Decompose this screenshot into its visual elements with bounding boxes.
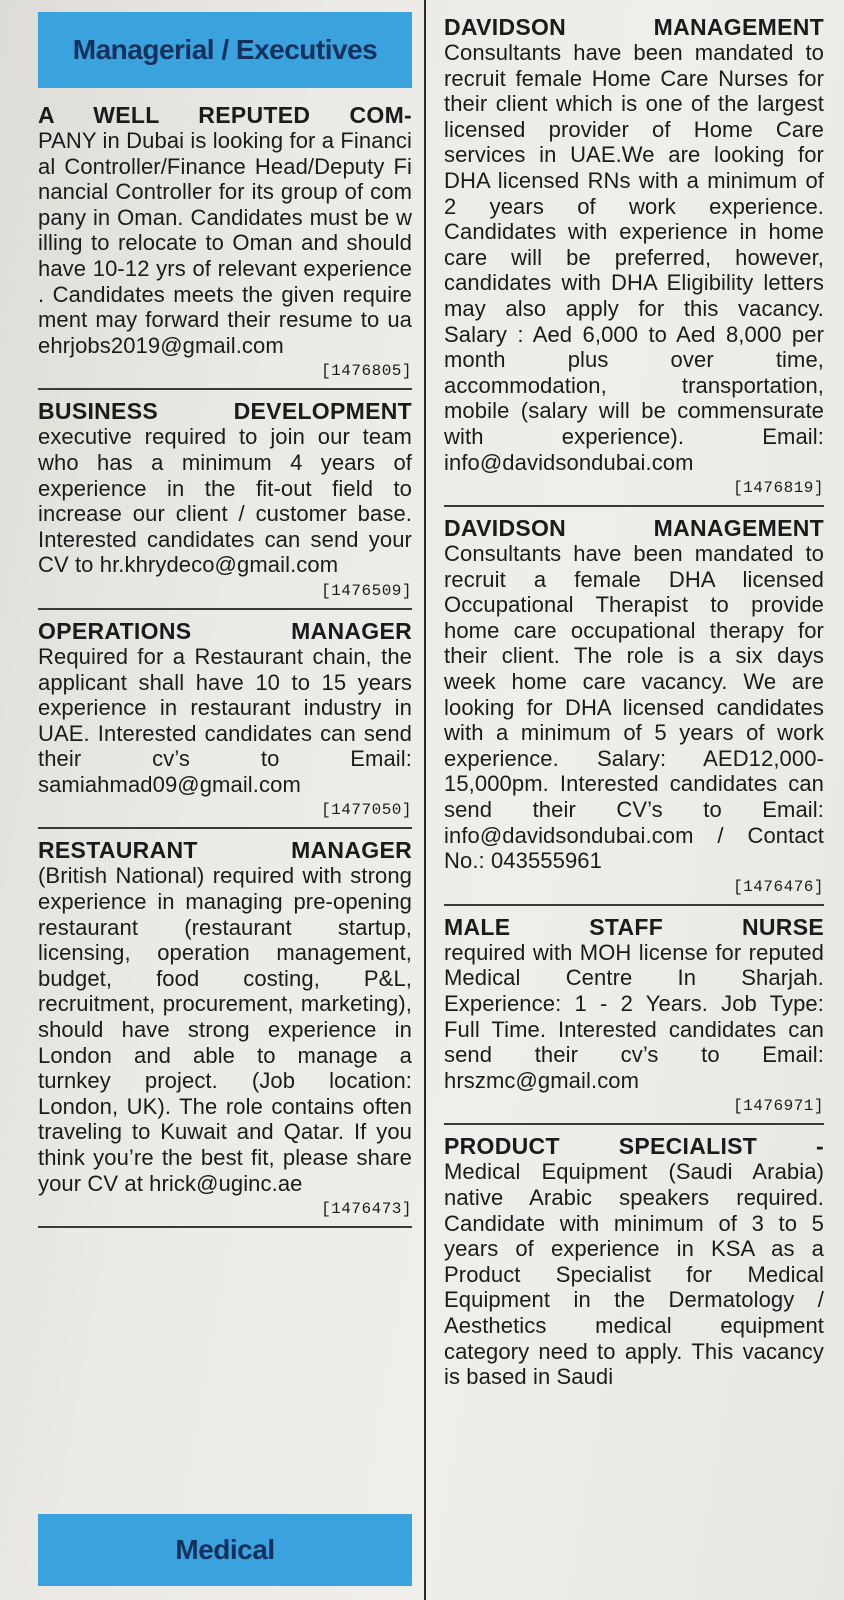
ad-reference-id: [1476473] — [321, 1200, 412, 1219]
classified-ad — [38, 610, 412, 828]
ad-title: DAVIDSON MANAGEMENT — [444, 14, 824, 40]
ad-reference-id: [1476476] — [733, 877, 824, 896]
classified-ad — [444, 906, 824, 1124]
ad-divider — [38, 1226, 412, 1228]
classified-ad — [444, 1125, 824, 1389]
ad-body: Medical Equipment (Saudi Arabia) native Arabic speakers required. Candidate with minimum of 3 to 5 years of experience in KSA as a Product Specialist for Medical Equipment in the Dermatology / Aesthetics medical equipment category need to apply. This vacancy is based in Saudi — [444, 1159, 824, 1390]
classified-ad — [444, 0, 824, 505]
ad-title: DAVIDSON MANAGEMENT — [444, 515, 824, 542]
section-header-managerial: Managerial / Executives — [38, 12, 412, 88]
ad-reference-id: [1476819] — [733, 479, 824, 498]
ad-body: PANY in Dubai is looking for a Financial Controller/Finance Head/Deputy Financial Controller for its group of company in Oman. Candidates must be willing to relocate to Oman and should have 10-12 yrs of relevant experience . Candidates meets the given requirement may forward their resume to uaehrjobs2019@gmail.com — [38, 128, 412, 358]
ad-title: A WELL REPUTED COM- — [38, 102, 412, 128]
right-column — [444, 0, 824, 1600]
ad-body: Consultants have been mandated to recruit female Home Care Nurses for their client which is one of the largest licensed provider of Home Care services in UAE.We are looking for DHA licensed RNs with a minimum of 2 years of work experience. Candidates with experience in home care will be preferred, however, candidates with DHA Eligibility letters may also apply for this vacancy. Salary : Aed 6,000 to Aed 8,000 per month plus over time, accommodation, transportation, mobile (salary will be commensurate with experience). Email: info@davidsondubai.com — [444, 40, 824, 475]
ad-body: executive required to join our team who has a minimum 4 years of experience in the fit-out field to increase our client / customer base. Interested candidates can send your CV to hr.khrydeco@gmail.com — [38, 424, 412, 578]
ad-body: (British National) required with strong experience in managing pre-opening restaurant (restaurant startup, licensing, operation management, budget, food costing, P&L, recruitment, procurement, marketing), should have strong experience in London and able to manage a turnkey project. (Job location: London, UK). The role contains often traveling to Kuwait and Qatar. If you think you’re the best fit, please share your CV at hrick@uginc.ae — [38, 863, 412, 1196]
section-header-medical: Medical — [38, 1514, 412, 1586]
ad-title: MALE STAFF NURSE — [444, 913, 824, 940]
ad-title: RESTAURANT MANAGER — [38, 837, 412, 864]
ad-body: Consultants have been mandated to recruit a female DHA licensed Occupational Therapist to provide home care occupational therapy for their client. The role is a six days week home care vacancy. We are looking for DHA licensed candidates with a minimum of 5 years of work experience. Salary: AED12,000-15,000pm. Interested candidates can send their CV’s to Email: info@davidsondubai.com / Contact No.: 043555961 — [444, 541, 824, 874]
ad-body: required with MOH license for reputed Medical Centre In Sharjah. Experience: 1 - 2 Years. Job Type: Full Time. Interested candidates can send their cv’s to Email: hrszmc@gmail.com — [444, 939, 824, 1093]
column-divider — [424, 0, 426, 1600]
ad-reference-id: [1476805] — [321, 362, 412, 381]
left-column — [38, 0, 412, 1600]
ad-title: OPERATIONS MANAGER — [38, 617, 412, 644]
ad-title: PRODUCT SPECIALIST - — [444, 1133, 824, 1160]
classified-ad — [38, 829, 412, 1226]
ad-reference-id: [1476509] — [321, 581, 412, 600]
classified-ad — [444, 507, 824, 904]
ad-reference-id: [1477050] — [321, 801, 412, 820]
ad-reference-id: [1476971] — [733, 1097, 824, 1116]
classified-ad — [38, 88, 412, 388]
ad-title: BUSINESS DEVELOPMENT — [38, 398, 412, 425]
classified-ad — [38, 390, 412, 608]
ad-body: Required for a Restaurant chain, the applicant shall have 10 to 15 years experience in restaurant industry in UAE. Interested candidates can send their cv’s to Email: samiahmad09@gmail.com — [38, 643, 412, 797]
